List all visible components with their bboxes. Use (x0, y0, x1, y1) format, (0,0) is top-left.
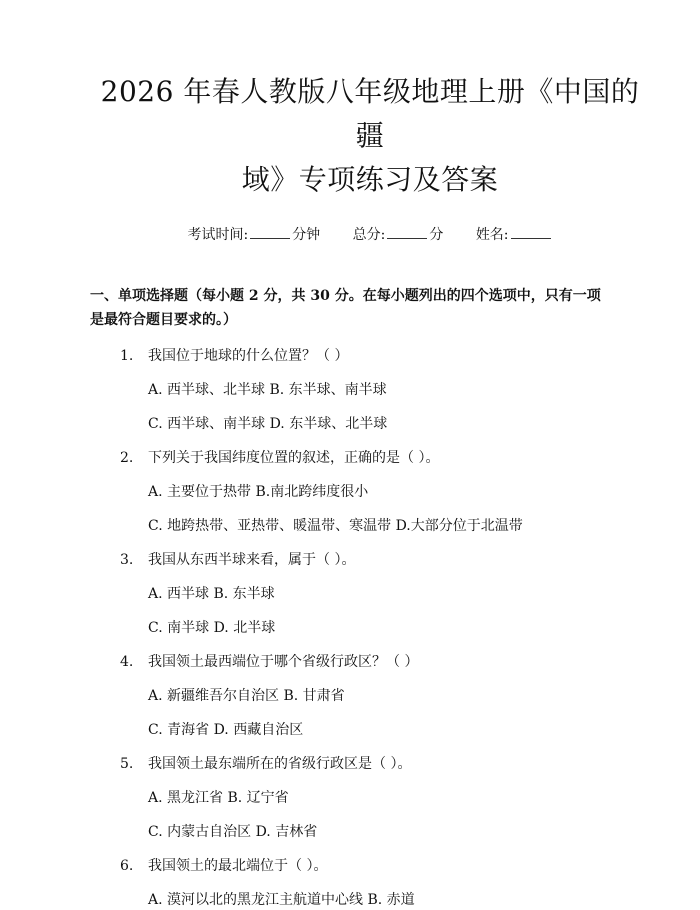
question-5 (120, 754, 620, 774)
question-number: 4. (120, 654, 134, 670)
question-1 (120, 346, 620, 366)
exam-info (100, 224, 640, 244)
question-5-options-ab: A. 黑龙江省 B. 辽宁省 (148, 790, 289, 806)
title-line-2: 域》专项练习及答案 (241, 163, 499, 196)
question-1-options-ab: A. 西半球、北半球 B. 东半球、南半球 (148, 382, 387, 398)
question-2 (120, 448, 620, 468)
total-score-blank (387, 226, 427, 239)
question-text: 我国位于地球的什么位置？（ ） (148, 348, 349, 364)
total-score-label: 总分: (352, 227, 386, 243)
question-4 (120, 652, 620, 672)
question-3-options-ab: A. 西半球 B. 东半球 (148, 586, 275, 602)
question-text: 我国从东西半球来看，属于（ ）。 (148, 552, 356, 568)
title-line-1: 2026 年春人教版八年级地理上册《中国的疆 (100, 75, 640, 152)
student-name-blank (511, 226, 551, 239)
question-text: 我国领土最东端所在的省级行政区是（ ）。 (148, 756, 412, 772)
question-text: 我国领土最西端位于哪个省级行政区？（ ） (148, 654, 419, 670)
exam-time-label: 考试时间: (187, 227, 249, 243)
question-1-options-cd: C. 西半球、南半球 D. 东半球、北半球 (148, 416, 388, 432)
student-name-label: 姓名: (475, 227, 509, 243)
total-score (353, 224, 444, 244)
question-6-options-ab: A. 漠河以北的黑龙江主航道中心线 B. 赤道 (148, 892, 415, 908)
section-heading (90, 284, 620, 332)
question-5-options-cd: C. 内蒙古自治区 D. 吉林省 (148, 824, 318, 840)
question-number: 2. (120, 450, 134, 466)
exam-time (187, 224, 320, 244)
question-text: 下列关于我国纬度位置的叙述，正确的是（ ）。 (148, 450, 440, 466)
question-3-options-cd: C. 南半球 D. 北半球 (148, 620, 276, 636)
exam-time-unit: 分钟 (292, 227, 321, 243)
question-4-options-ab: A. 新疆维吾尔自治区 B. 甘肃省 (148, 688, 345, 704)
question-2-options-ab: A. 主要位于热带 B.南北跨纬度很小 (148, 484, 369, 500)
exam-time-blank (250, 226, 290, 239)
question-2-options-cd: C. 地跨热带、亚热带、暖温带、寒温带 D.大部分位于北温带 (148, 518, 523, 534)
question-number: 1. (120, 348, 134, 364)
section-heading-line-1: 一、单项选择题（每小题 2 分，共 30 分。在每小题列出的四个选项中，只有一项 (90, 288, 601, 304)
question-number: 6. (120, 858, 134, 874)
question-number: 5. (120, 756, 134, 772)
document-title (100, 70, 640, 202)
question-4-options-cd: C. 青海省 D. 西藏自治区 (148, 722, 304, 738)
question-3 (120, 550, 620, 570)
section-heading-line-2: 是最符合题目要求的。） (90, 312, 237, 328)
student-name (476, 224, 553, 244)
question-text: 我国领土的最北端位于（ ）。 (148, 858, 328, 874)
total-score-unit: 分 (429, 227, 444, 243)
question-6 (120, 856, 620, 876)
question-number: 3. (120, 552, 134, 568)
